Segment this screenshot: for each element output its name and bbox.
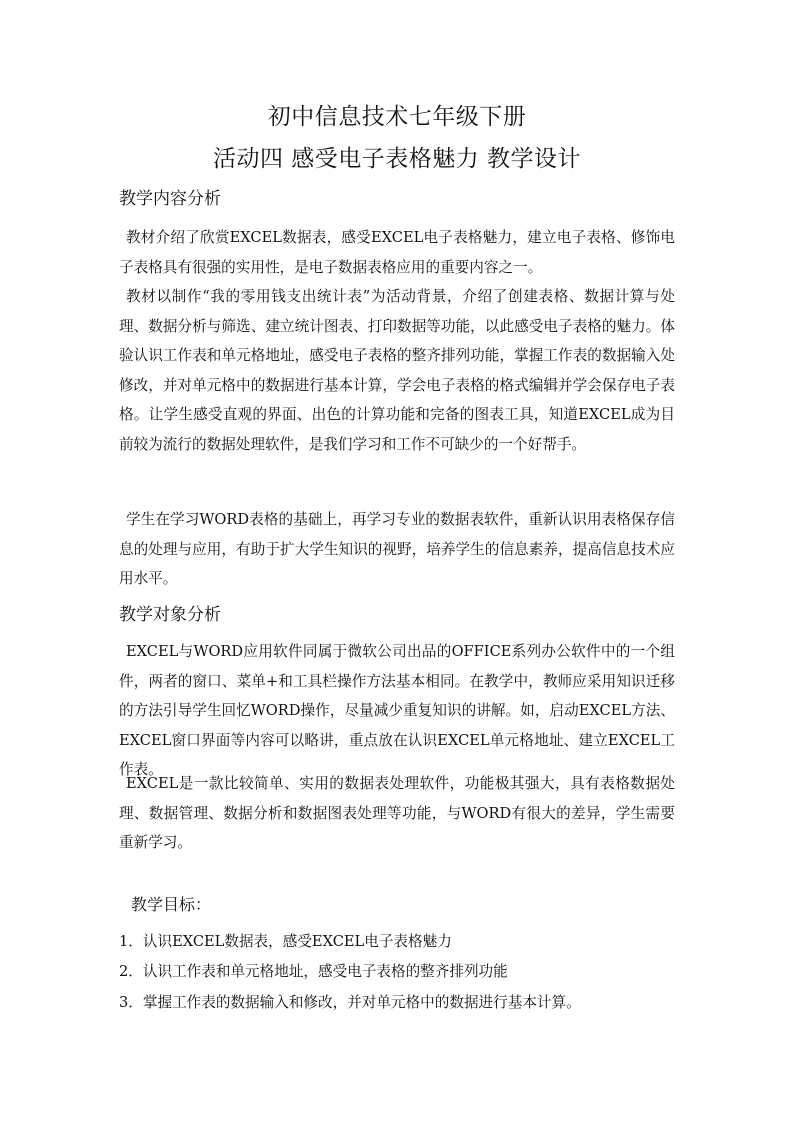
objective-item: 1．认识EXCEL数据表，感受EXCEL电子表格魅力 [119, 933, 452, 950]
section-heading-content-analysis: 教学内容分析 [119, 189, 221, 209]
paragraph: 教材以制作“我的零用钱支出统计表”为活动背景，介绍了创建表格、数据计算与处理、数据分析与筛选、建立统计图表、打印数据等功能，以此感受电子表格的魅力。体验认识工作表和单元格地址，感受电子表格的整齐排列功能，掌握工作表的数据输入处修改，并对单元格中的数据进行基本计算，学会电子表格的格式编辑并学会保存电子表格。让学生感受直观的界面、出色的计算功能和完备的图表工具，知道EXCEL成为目前较为流行的数据处理软件，是我们学习和工作不可缺少的一个好帮手。 [119, 288, 675, 453]
objective-item: 3．掌握工作表的数据输入和修改，并对单元格中的数据进行基本计算。 [119, 994, 581, 1011]
section-heading-objectives: 教学目标： [131, 895, 212, 914]
paragraph: EXCEL是一款比较简单、实用的数据表处理软件，功能极其强大，具有表格数据处理、数据管理、数据分析和数据图表处理等功能，与WORD有很大的差异，学生需要重新学习。 [119, 775, 675, 851]
paragraph: 学生在学习WORD表格的基础上，再学习专业的数据表软件，重新认识用表格保存信息的处理与应用，有助于扩大学生知识的视野，培养学生的信息素养，提高信息技术应用水平。 [119, 511, 675, 587]
paragraph: 教材介绍了欣赏EXCEL数据表，感受EXCEL电子表格魅力，建立电子表格、修饰电子表格具有很强的实用性，是电子数据表格应用的重要内容之一。 [119, 229, 675, 276]
document-title: 初中信息技术七年级下册 [267, 104, 527, 130]
section-heading-audience-analysis: 教学对象分析 [119, 605, 221, 625]
paragraph: EXCEL与WORD应用软件同属于微软公司出品的OFFICE系列办公软件中的一个组件，两者的窗口、菜单+和工具栏操作方法基本相同。在教学中，教师应采用知识迁移的方法引导学生回忆WORD操作，尽量减少重复知识的讲解。如，启动EXCEL方法、EXCEL窗口界面等内容可以略讲，重点放在认识EXCEL单元格地址、建立EXCEL工作表。 [119, 643, 675, 778]
document-subtitle: 活动四 感受电子表格魅力 教学设计 [212, 146, 582, 172]
objective-item: 2．认识工作表和单元格地址，感受电子表格的整齐排列功能 [119, 963, 508, 980]
